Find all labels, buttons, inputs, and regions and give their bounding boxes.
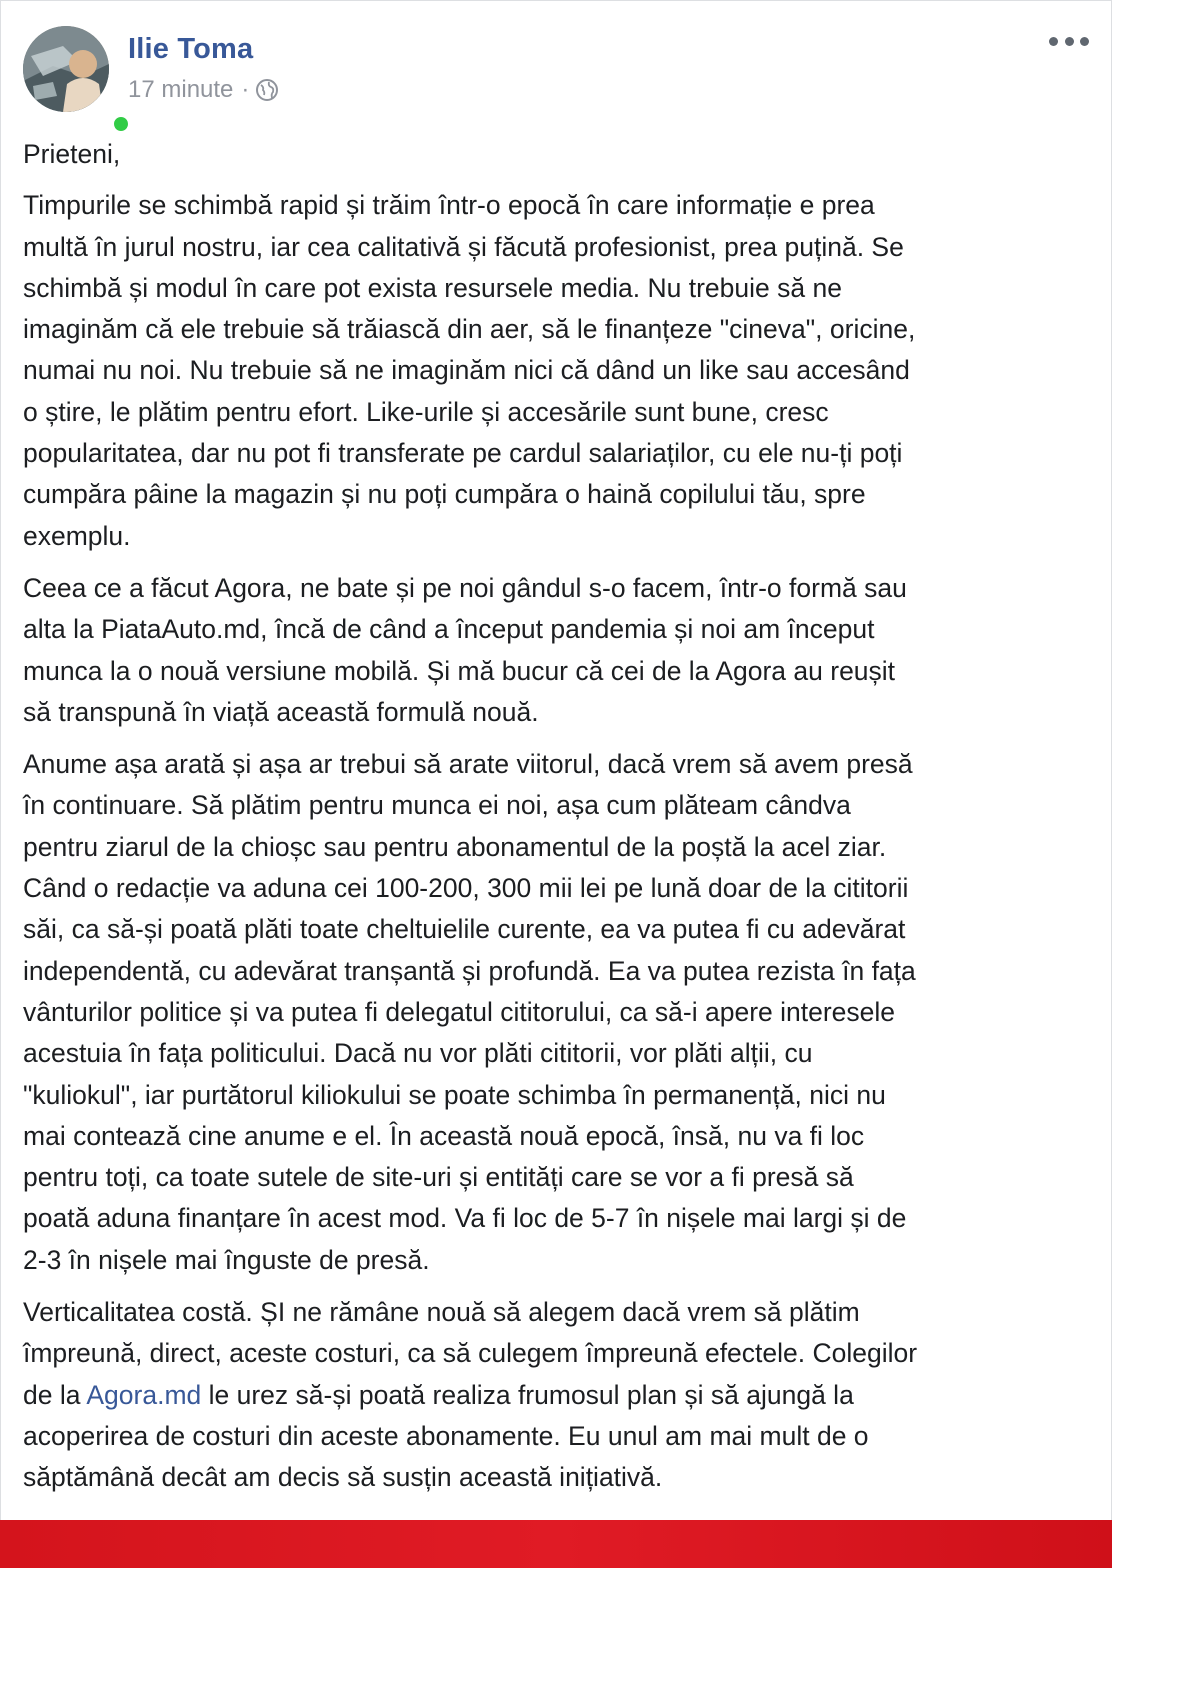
- paragraph-4-text-before: Verticalitatea costă. ȘI ne rămâne nouă să alegem dacă vrem să plătim împreună, direct, aceste costuri, ca să culegem împreună efectele. Colegilor de la: [23, 1297, 918, 1410]
- post-meta: [128, 76, 279, 104]
- meta-separator: ·: [241, 76, 250, 103]
- agora-md-link[interactable]: Agora.md: [86, 1379, 202, 1410]
- online-status-indicator: [111, 114, 131, 134]
- post-paragraph-4: [23, 1292, 1093, 1498]
- post-greeting: Prieteni,: [23, 139, 121, 169]
- red-footer-band: [0, 1520, 1112, 1568]
- post-paragraph-2: Ceea ce a făcut Agora, ne bate și pe noi gândul s-o facem, într-o formă sau alta la PiataAuto.md, încă de când a început pandemia și noi am început munca la o nouă versiune mobilă. Și mă bucur că cei de la Agora au reușit să transpună în viață această formulă nouă.: [23, 572, 907, 727]
- post-paragraph-1: Timpurile se schimbă rapid și trăim într-o epocă în care informație e prea multă în jurul nostru, iar cea calitativă și făcută profesionist, prea puțină. Se schimbă și modul în care pot exista resursele media. Nu trebuie să ne imaginăm că ele trebuie să trăiască din aer, să le finanțeze "cineva", oricine, numai nu noi. Nu trebuie să ne imaginăm nici că dând un like sau accesând o știre, le plătim pentru efort. Like-urile și accesările sunt bune, cresc popularitatea, dar nu pot fi transferate pe cardul salariaților, cu ele nu-ți poți cumpăra pâine la magazin și nu poți cumpăra o haină copilului tău, spre exemplu.: [23, 190, 916, 551]
- more-options-icon[interactable]: [1049, 29, 1089, 53]
- avatar[interactable]: [23, 26, 109, 112]
- post-timestamp[interactable]: 17 minute: [128, 76, 234, 103]
- author-avatar-wrapper[interactable]: [23, 26, 109, 112]
- more-dot: [1065, 37, 1074, 46]
- more-dot: [1080, 37, 1089, 46]
- globe-icon[interactable]: [255, 78, 279, 102]
- more-dot: [1049, 37, 1058, 46]
- avatar-photo-icon: [23, 26, 109, 112]
- paragraph-4-text-after: le urez să-și poată realiza frumosul plan și să ajungă la acoperirea de costuri din aceste abonamente. Eu unul am mai mult de o săptămână decât am decis să susțin această inițiativă.: [23, 1379, 869, 1493]
- author-name-link[interactable]: Ilie Toma: [128, 33, 254, 65]
- post-body: [23, 134, 1093, 1510]
- post-paragraph-3: Anume așa arată și așa ar trebui să arate viitorul, dacă vrem să avem presă în continuare. Să plătim pentru munca ei noi, așa cum plăteam cândva pentru ziarul de la chioșc sau pentru abonamentul de la poștă la acel ziar. Când o redacție va aduna cei 100-200, 300 mii lei pe lună doar de la cititorii săi, ca să-și poată plăti toate cheltuielile curente, ea va putea fi cu adevărat independentă, cu adevărat tranșantă și profundă. Ea va putea rezista în fața vânturilor politice și va putea fi delegatul cititorului, ca să-i apere interesele acestuia în fața politicului. Dacă nu vor plăti cititorii, vor plăti alții, cu "kuliokul", iar purtătorul kiliokului se poate schimba în permanență, nici nu mai contează cine anume e el. În această nouă epocă, însă, nu va fi loc pentru toți, ca toate sutele de site-uri și entități care se vor a fi presă să poată aduna finanțare în acest mod. Va fi loc de 5-7 în nișele mai largi și de 2-3 în nișele mai înguste de presă.: [23, 749, 916, 1275]
